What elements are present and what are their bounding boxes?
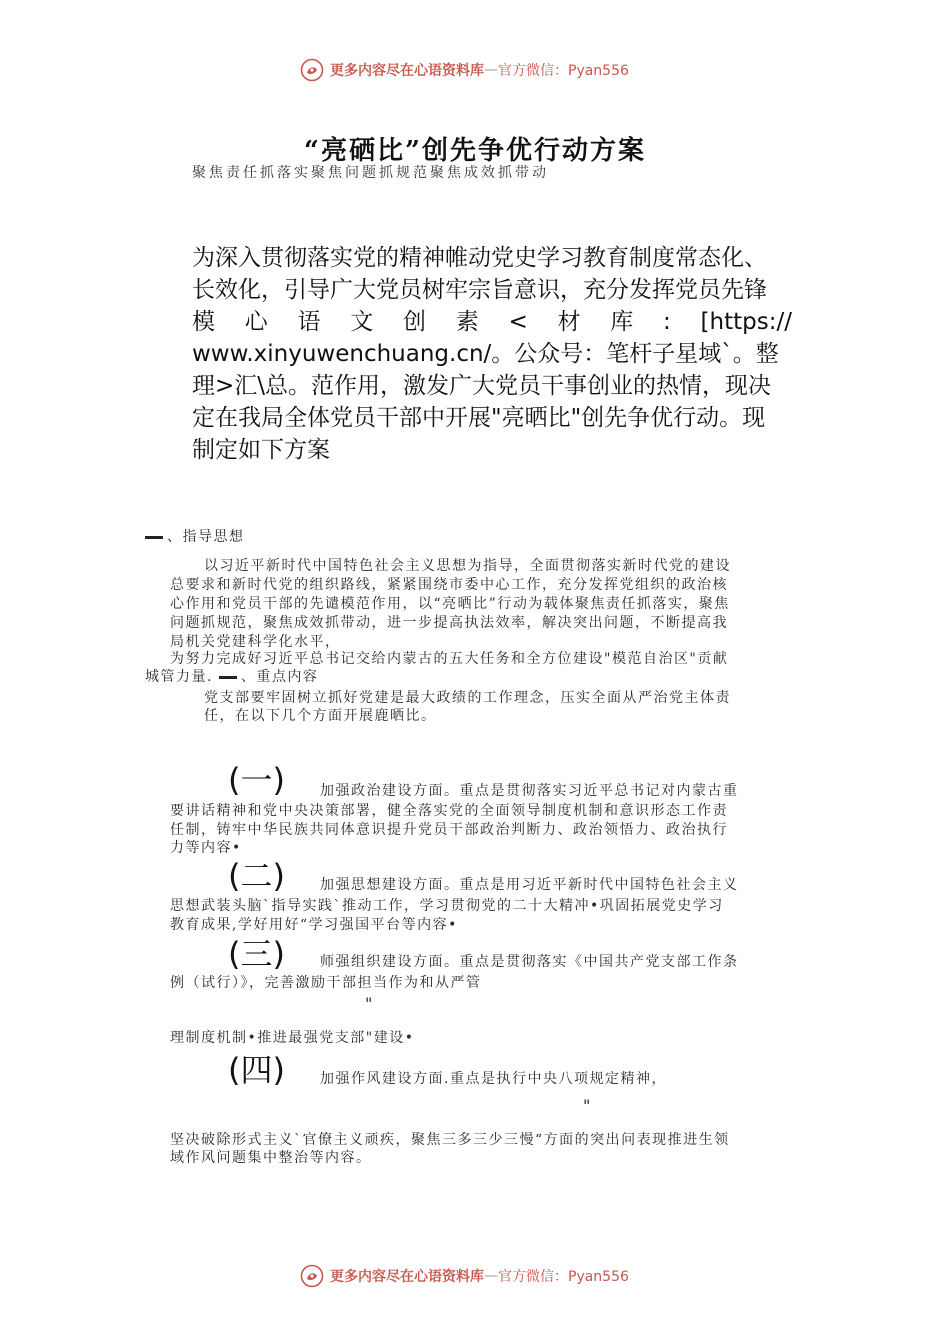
guiding-line: 总要求和新时代党的组织路线，紧紧围绕市委中心工作，充分发挥党组织的政治核 — [170, 577, 728, 593]
intro-char: 心 — [244, 309, 268, 335]
intro-line: 长效化，引导广大党员树牢宗旨意识，充分发挥党员先锋 — [192, 277, 767, 303]
item-line: 力等内容• — [170, 840, 242, 856]
item-line: 任制，铸牢中华民族共同体意识提升党员干部政治判断力、政治领悟力、政治执行 — [170, 822, 728, 838]
quote-mark: " — [365, 994, 373, 1013]
section-heading-key-content: 、重点内容 — [240, 669, 319, 685]
intro-paragraph — [192, 242, 792, 466]
guiding-text: 城管力量. — [145, 669, 213, 685]
document-subtitle: 聚焦责任抓落实聚焦问题抓规范聚焦成效抓带动 — [192, 165, 549, 181]
footer-banner — [300, 1262, 629, 1290]
banner-wechat-text: 官方微信：Pyan556 — [498, 63, 629, 79]
intro-line: 制定如下方案 — [192, 437, 330, 463]
key-content-line: 党支部要牢固树立抓好党建是最大政绩的工作理念，压实全面从严治党主体责 — [204, 690, 731, 706]
intro-char: 材 — [557, 309, 581, 335]
heading-dash — [219, 676, 237, 679]
banner-main-text: 更多内容尽在心语资料库 — [330, 63, 484, 79]
item-line: 要讲话精神和党中央决策部署，健全落实党的全面领导制度机制和意识形态工作责 — [170, 803, 728, 819]
item-line: 例（试行）》，完善激励干部担当作为和从严管 — [170, 975, 482, 991]
guiding-line: 局机关党建科学化水平， — [170, 634, 341, 650]
intro-char: 语 — [297, 309, 321, 335]
section-heading-guiding — [145, 528, 245, 546]
intro-char: : — [663, 309, 671, 335]
logo-icon — [300, 1264, 324, 1288]
item-number: (四) — [228, 1051, 285, 1089]
item-line: 思想武装头脑`指导实践`推动工作，学习贯彻党的二十大精冲•巩固拓展党史学习 — [170, 898, 724, 914]
banner-main-text: 更多内容尽在心语资料库 — [330, 1269, 484, 1285]
item-first-line: 加强思想建设方面。重点是用习近平新时代中国特色社会主义 — [320, 877, 739, 893]
heading-dash — [145, 536, 163, 539]
guiding-line-last — [145, 668, 318, 686]
guiding-line: 为努力完成好习近平总书记交给内蒙古的五大任务和全方位建设"模范自治区"贡献 — [170, 651, 729, 667]
banner-separator: — — [484, 1268, 498, 1284]
intro-line: 理>汇\总。范作用，激发广大党员干事创业的热情，现决 — [192, 373, 772, 399]
section-heading-text: 、指导思想 — [167, 529, 245, 545]
key-content-line: 任，在以下几个方面开展鹿晒比。 — [204, 708, 437, 724]
intro-char: 创 — [403, 309, 426, 335]
banner-wechat-text: 官方微信：Pyan556 — [498, 1269, 629, 1285]
banner-separator: — — [484, 62, 498, 78]
item-line: 坚决破除形式主义`官僚主义顽疾，聚焦三多三少三慢“方面的突出问表现推进生领 — [170, 1132, 730, 1148]
intro-line-spread — [192, 306, 792, 338]
item-number: (三) — [228, 935, 285, 973]
intro-char: 库 — [610, 309, 634, 335]
intro-line: 为深入贯彻落实党的精神帷动党史学习教育制度常态化、 — [192, 245, 767, 271]
item-line: 教育成果,学好用好“学习强国平台等内容• — [170, 917, 458, 933]
header-banner — [300, 56, 629, 84]
item-line: 域作风问题集中整治等内容。 — [170, 1150, 372, 1166]
item-number: (二) — [228, 857, 285, 895]
logo-icon — [300, 58, 324, 82]
intro-char: 文 — [350, 309, 374, 335]
guiding-line: 以习近平新时代中国特色社会主义思想为指导，全面贯彻落实新时代党的建设 — [204, 558, 731, 574]
intro-char: 模 — [192, 309, 215, 335]
intro-line: 定在我局全体党员干部中开展"亮晒比"创先争优行动。现 — [192, 405, 766, 431]
item-line: 理制度机制•推进最强党支部"建设• — [170, 1030, 415, 1046]
document-title: “亮硒比”创先争优行动方案 — [304, 136, 646, 166]
item-first-line: 加强作风建设方面.重点是执行中央八项规定精神， — [320, 1071, 667, 1087]
quote-mark: " — [583, 1096, 591, 1115]
item-first-line: 师强组织建设方面。重点是贯彻落实《中国共产党支部工作条 — [320, 954, 739, 970]
intro-char: [https:// — [700, 309, 792, 335]
intro-char: 素 — [455, 309, 479, 335]
intro-line: www.xinyuwenchuang.cn/。公众号：笔杆子星域`。整 — [192, 341, 779, 367]
intro-char: < — [508, 309, 528, 335]
item-number: (一) — [228, 761, 285, 799]
guiding-line: 问题抓规范，聚焦成效抓带动，进一步提高执法效率，解决突出问题，不断提高我 — [170, 615, 728, 631]
item-first-line: 加强政治建设方面。重点是贯彻落实习近平总书记对内蒙古重 — [320, 783, 739, 799]
guiding-line: 心作用和党员干部的先谴模范作用，以“亮晒比”行动为载体聚焦责任抓落实，聚焦 — [170, 596, 730, 612]
